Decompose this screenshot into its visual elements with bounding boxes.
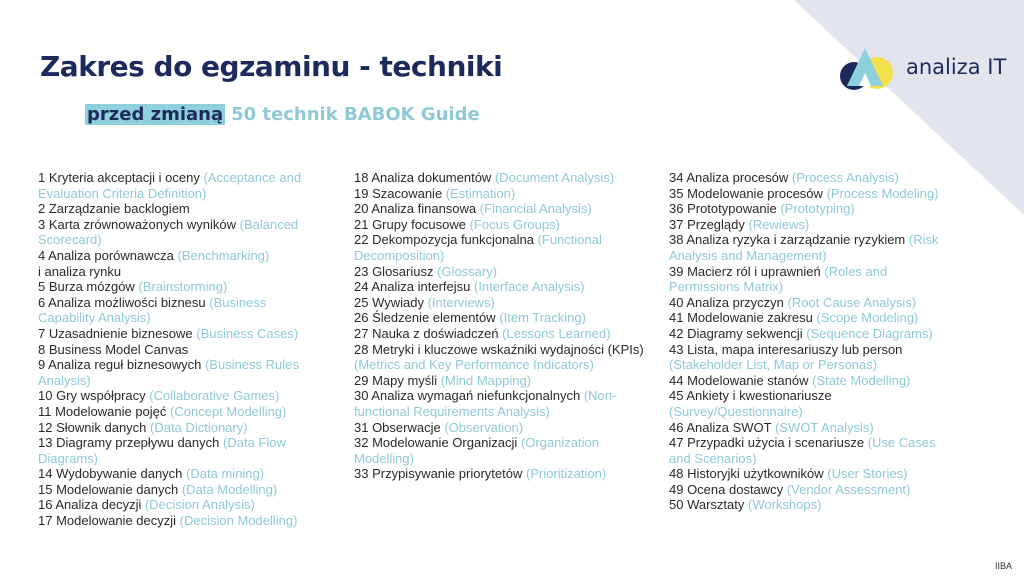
technique-name-en: (Vendor Assessment) <box>786 481 911 497</box>
technique-name-en: (Prioritization) <box>525 466 607 482</box>
technique-item <box>38 342 316 358</box>
technique-name-pl: 19 Szacowanie <box>354 185 443 201</box>
iiba-label: IIBA <box>994 561 1012 571</box>
technique-name-en: (Metrics and Key Performance Indicators) <box>354 357 594 373</box>
technique-name-pl: 13 Diagramy przepływu danych <box>38 435 220 451</box>
technique-item <box>669 497 959 513</box>
technique-name-en: (Glossary) <box>437 263 498 279</box>
technique-name-en: (Process Modeling) <box>826 185 939 201</box>
technique-name-pl: 47 Przypadki użycia i scenariusze <box>669 435 865 451</box>
technique-name-pl: 35 Modelowanie procesów <box>669 185 823 201</box>
technique-name-pl: 5 Burza mózgów <box>38 279 135 295</box>
technique-name-pl: 15 Modelowanie danych <box>38 481 179 497</box>
technique-name-pl: 9 Analiza reguł biznesowych <box>38 357 202 373</box>
technique-item <box>354 435 644 466</box>
techniques-column-3 <box>669 170 959 513</box>
technique-name-en: (Workshops) <box>748 497 822 513</box>
technique-name-en: (Risk Analysis and Management) <box>669 232 939 263</box>
technique-name-en: (Rewiews) <box>748 216 810 232</box>
technique-name-en: (User Stories) <box>827 466 908 482</box>
technique-name-en: (Root Cause Analysis) <box>787 294 917 310</box>
technique-name-en: (Financial Analysis) <box>479 201 592 217</box>
technique-item <box>669 466 959 482</box>
techniques-column-1 <box>38 170 316 529</box>
logo-text: analiza IT <box>906 55 1007 79</box>
technique-item <box>38 513 316 529</box>
technique-name-en: (Roles and Permissions Matrix) <box>669 263 888 295</box>
technique-name-en: (Brainstorming) <box>138 279 228 295</box>
technique-item <box>38 295 316 326</box>
technique-name-pl: 42 Diagramy sekwencji <box>669 325 803 341</box>
technique-name-pl: 24 Analiza interfejsu <box>354 279 471 295</box>
technique-name-en: (Stakeholder List, Map or Personas) <box>669 357 878 373</box>
technique-item <box>38 420 316 436</box>
technique-item <box>38 217 316 248</box>
technique-name-pl: 22 Dekompozycja funkcjonalna <box>354 232 534 248</box>
technique-item <box>669 482 959 498</box>
technique-name-pl: 33 Przypisywanie priorytetów <box>354 466 523 482</box>
technique-item <box>669 217 959 233</box>
technique-name-en: (Document Analysis) <box>494 170 615 185</box>
technique-name-pl: 6 Analiza możliwości biznesu <box>38 294 206 310</box>
technique-name-en: (Mind Mapping) <box>440 372 532 388</box>
technique-item <box>669 388 959 419</box>
technique-item <box>354 310 644 326</box>
technique-item <box>354 217 644 233</box>
technique-name-en: (Data Modelling) <box>181 481 278 497</box>
technique-item <box>354 279 644 295</box>
technique-name-en: (Benchmarking) <box>177 247 270 263</box>
technique-name-pl: 20 Analiza finansowa <box>354 201 477 217</box>
subtitle <box>85 104 480 125</box>
technique-name-pl: 49 Ocena dostawcy <box>669 481 784 497</box>
technique-name-en: (Data Flow Diagrams) <box>38 435 286 466</box>
technique-item <box>38 388 316 404</box>
technique-name-pl: 18 Analiza dokumentów <box>354 170 492 185</box>
technique-item <box>38 482 316 498</box>
technique-name-pl-cont: i analiza rynku <box>38 263 122 279</box>
analiza-it-logo <box>838 42 1006 92</box>
subtitle-highlight: przed zmianą <box>87 104 224 125</box>
technique-item <box>38 466 316 482</box>
technique-name-en: (Process Analysis) <box>791 170 899 185</box>
technique-name-pl: 41 Modelowanie zakresu <box>669 310 813 326</box>
technique-item <box>38 279 316 295</box>
technique-name-en: (Functional Decomposition) <box>354 232 602 263</box>
techniques-column-2 <box>354 170 644 482</box>
technique-item <box>669 186 959 202</box>
technique-name-pl: 16 Analiza decyzji <box>38 497 142 513</box>
technique-item <box>669 326 959 342</box>
technique-name-pl: 46 Analiza SWOT <box>669 419 772 435</box>
technique-item <box>38 404 316 420</box>
technique-item <box>38 248 316 279</box>
technique-name-en: (Interface Analysis) <box>473 279 585 295</box>
technique-name-pl: 23 Glosariusz <box>354 263 434 279</box>
technique-name-pl: 39 Macierz ról i uprawnień <box>669 263 821 279</box>
technique-item <box>38 435 316 466</box>
technique-item <box>669 373 959 389</box>
technique-item <box>354 201 644 217</box>
technique-name-pl: 1 Kryteria akceptacji i oceny <box>38 170 200 185</box>
technique-name-pl: 26 Śledzenie elementów <box>354 310 496 326</box>
technique-name-pl: 44 Modelowanie stanów <box>669 372 809 388</box>
technique-name-en: (Collaborative Games) <box>149 388 280 404</box>
technique-name-pl: 43 Lista, mapa interesariuszy lub person <box>669 341 903 357</box>
technique-name-en: (Use Cases and Scenarios) <box>669 435 936 466</box>
technique-name-en: (Data Dictionary) <box>150 419 248 435</box>
technique-name-en: (Business Cases) <box>196 325 299 341</box>
technique-name-pl: 29 Mapy myśli <box>354 372 438 388</box>
technique-name-pl: 40 Analiza przyczyn <box>669 294 784 310</box>
logo-mark-icon <box>838 42 896 92</box>
technique-item <box>354 170 644 186</box>
technique-name-pl: 17 Modelowanie decyzji <box>38 513 177 529</box>
technique-name-pl: 45 Ankiety i kwestionariusze <box>669 388 832 404</box>
technique-name-en: (Survey/Questionnaire) <box>669 403 803 419</box>
technique-name-en: (Prototyping) <box>780 201 855 217</box>
technique-name-pl: 14 Wydobywanie danych <box>38 466 183 482</box>
technique-name-en: (Lessons Learned) <box>502 325 611 341</box>
technique-item <box>354 342 644 373</box>
technique-name-pl: 2 Zarządzanie backlogiem <box>38 201 190 217</box>
technique-item <box>38 357 316 388</box>
technique-name-en: (Data mining) <box>186 466 265 482</box>
technique-name-pl: 32 Modelowanie Organizacji <box>354 435 518 451</box>
technique-name-en: (Balanced Scorecard) <box>38 216 299 248</box>
technique-item <box>669 342 959 373</box>
technique-item <box>669 170 959 186</box>
technique-item <box>38 497 316 513</box>
technique-name-pl: 8 Business Model Canvas <box>38 341 189 357</box>
technique-name-pl: 10 Gry współpracy <box>38 388 146 404</box>
technique-item <box>354 373 644 389</box>
technique-item <box>669 201 959 217</box>
technique-name-pl: 11 Modelowanie pojęć <box>38 403 167 419</box>
technique-name-en: (Business Rules Analysis) <box>38 357 299 388</box>
technique-item <box>354 420 644 436</box>
technique-item <box>354 232 644 263</box>
technique-name-pl: 3 Karta zrównoważonych wyników <box>38 216 236 232</box>
technique-name-pl: 50 Warsztaty <box>669 497 745 513</box>
technique-name-en: (SWOT Analysis) <box>775 419 874 435</box>
technique-item <box>669 295 959 311</box>
technique-item <box>669 264 959 295</box>
technique-name-pl: 36 Prototypowanie <box>669 201 777 217</box>
technique-item <box>354 326 644 342</box>
technique-item <box>669 420 959 436</box>
technique-name-pl: 34 Analiza procesów <box>669 170 789 185</box>
technique-name-pl: 48 Historyjki użytkowników <box>669 466 824 482</box>
technique-name-pl: 38 Analiza ryzyka i zarządzanie ryzykiem <box>669 232 906 248</box>
technique-name-en: (Observation) <box>444 419 524 435</box>
page-title: Zakres do egzaminu - techniki <box>40 50 503 83</box>
technique-name-en: (State Modelling) <box>812 372 911 388</box>
technique-name-pl: 27 Nauka z doświadczeń <box>354 325 499 341</box>
technique-name-en: (Concept Modelling) <box>170 403 287 419</box>
technique-item <box>354 264 644 280</box>
technique-name-en: (Estimation) <box>445 185 516 201</box>
technique-name-pl: 12 Słownik danych <box>38 419 147 435</box>
technique-item <box>354 388 644 419</box>
technique-name-pl: 7 Uzasadnienie biznesowe <box>38 325 193 341</box>
technique-item <box>669 310 959 326</box>
technique-name-en: (Item Tracking) <box>499 310 586 326</box>
technique-name-en: (Business Capability Analysis) <box>38 294 267 326</box>
technique-name-pl: 30 Analiza wymagań niefunkcjonalnych <box>354 388 581 404</box>
technique-name-en: (Sequence Diagrams) <box>806 325 933 341</box>
technique-name-en: (Scope Modeling) <box>816 310 919 326</box>
technique-item <box>669 232 959 263</box>
subtitle-babok: 50 technik BABOK Guide <box>231 104 480 125</box>
technique-name-en: (Organization Modelling) <box>354 435 599 466</box>
technique-name-en: (Acceptance and Evaluation Criteria Definition) <box>38 170 302 201</box>
technique-name-pl: 31 Obserwacje <box>354 419 441 435</box>
technique-name-pl: 25 Wywiady <box>354 294 424 310</box>
technique-item <box>354 466 644 482</box>
technique-name-en: (Non-functional Requirements Analysis) <box>354 388 617 419</box>
technique-name-pl: 37 Przeglądy <box>669 216 745 232</box>
technique-name-en: (Decision Analysis) <box>144 497 255 513</box>
technique-item <box>669 435 959 466</box>
technique-item <box>354 186 644 202</box>
technique-name-en: (Interviews) <box>427 294 495 310</box>
technique-item <box>354 295 644 311</box>
technique-name-pl: 21 Grupy focusowe <box>354 216 467 232</box>
technique-name-en: (Focus Groups) <box>469 216 560 232</box>
technique-name-pl: 28 Metryki i kluczowe wskaźniki wydajności (KPIs) <box>354 341 644 357</box>
technique-name-en: (Decision Modelling) <box>179 513 298 529</box>
technique-name-pl: 4 Analiza porównawcza <box>38 247 174 263</box>
technique-item <box>38 326 316 342</box>
technique-item <box>38 170 316 201</box>
technique-item <box>38 201 316 217</box>
